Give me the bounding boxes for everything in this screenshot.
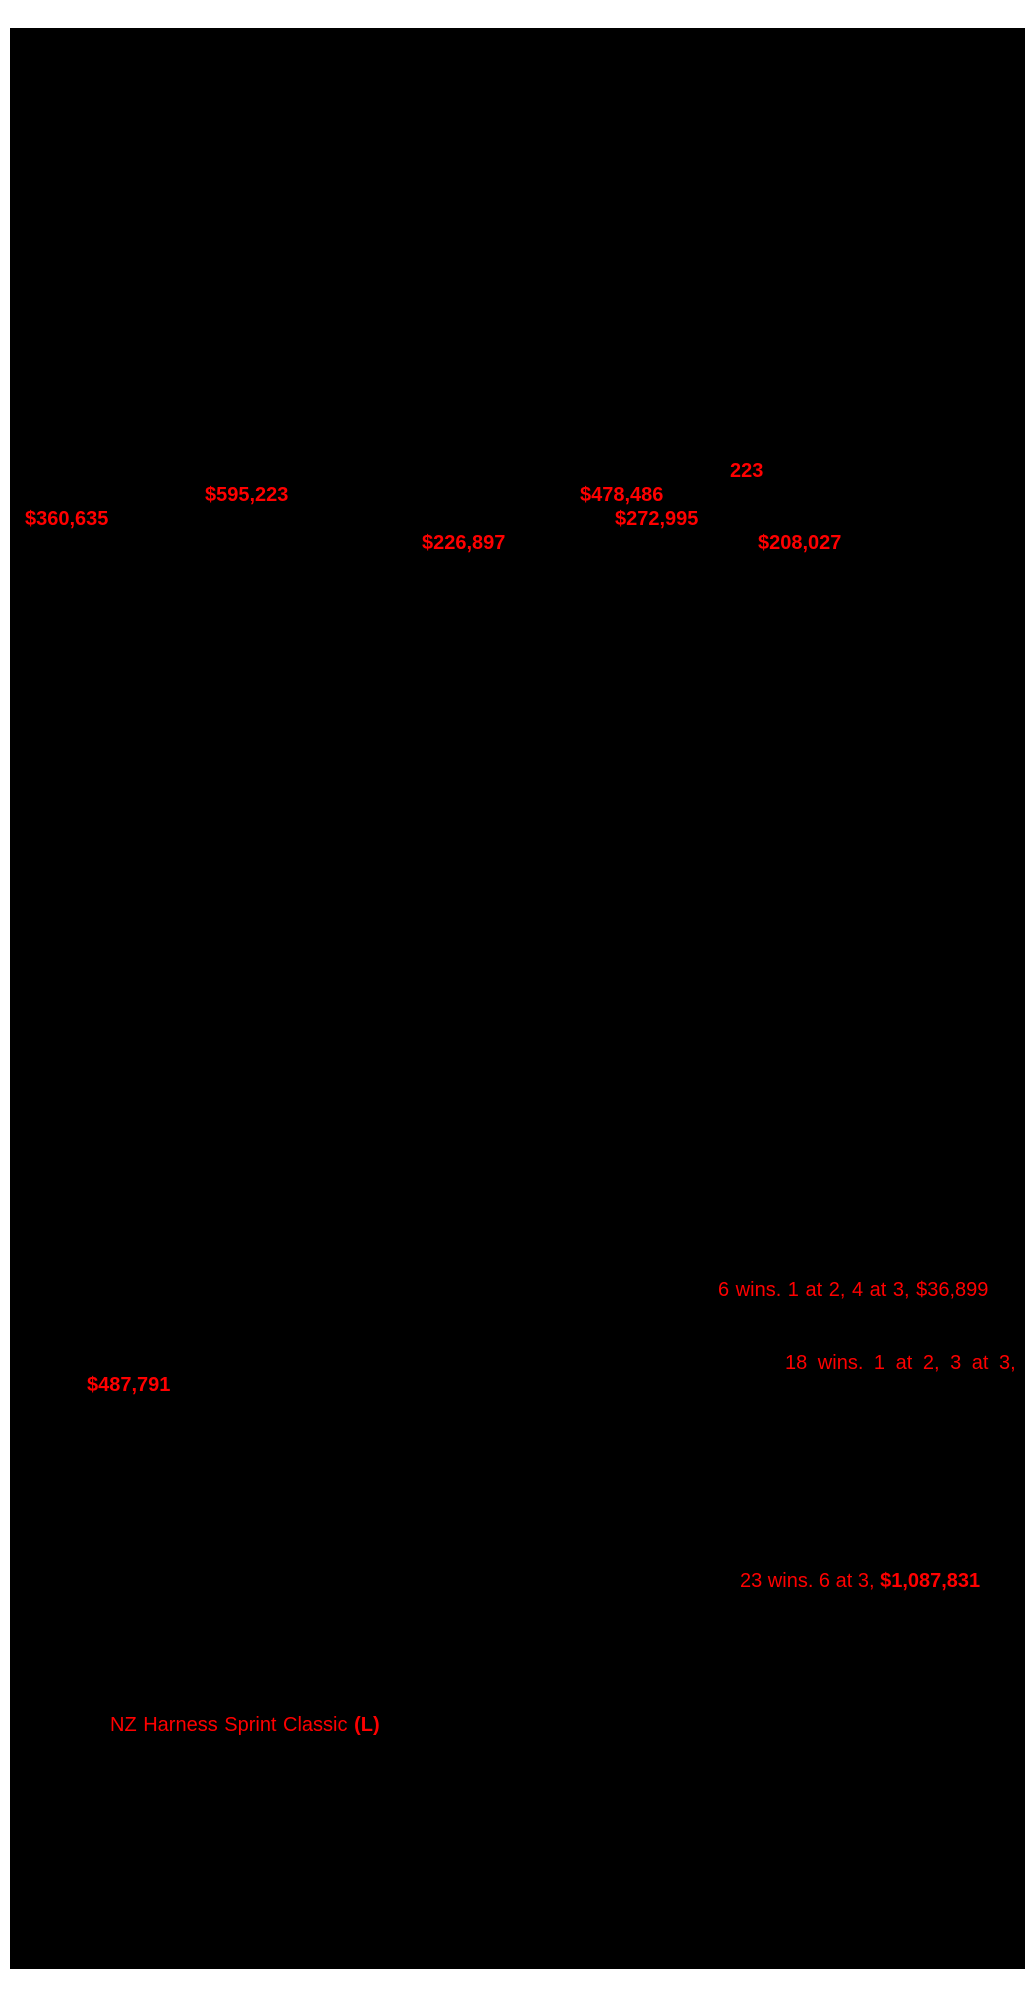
race-record-summary: 6 wins. 1 at 2, 4 at 3, $36,899: [718, 1279, 989, 1301]
race-record-summary: 18 wins. 1 at 2, 3 at 3,: [785, 1352, 1016, 1374]
earnings-amount: $272,995: [615, 508, 699, 530]
race-name-text: NZ Harness Sprint Classic: [110, 1714, 355, 1736]
pedigree-text-block: [10, 28, 1025, 1969]
earnings-amount: $226,897: [422, 532, 506, 554]
earnings-amount: $595,223: [205, 484, 289, 506]
race-grade: (L): [354, 1714, 380, 1736]
earnings-amount: $360,635: [25, 508, 109, 530]
stakes-race-name: [110, 1715, 380, 1736]
earnings-amount: $1,087,831: [880, 1570, 981, 1592]
earnings-amount: $478,486: [580, 484, 664, 506]
earnings-amount: $487,791: [87, 1374, 171, 1396]
race-record-summary: [740, 1571, 980, 1592]
earnings-amount: 223: [730, 460, 764, 482]
race-record-text: 23 wins. 6 at 3,: [740, 1570, 881, 1592]
earnings-amount: $208,027: [758, 532, 842, 554]
